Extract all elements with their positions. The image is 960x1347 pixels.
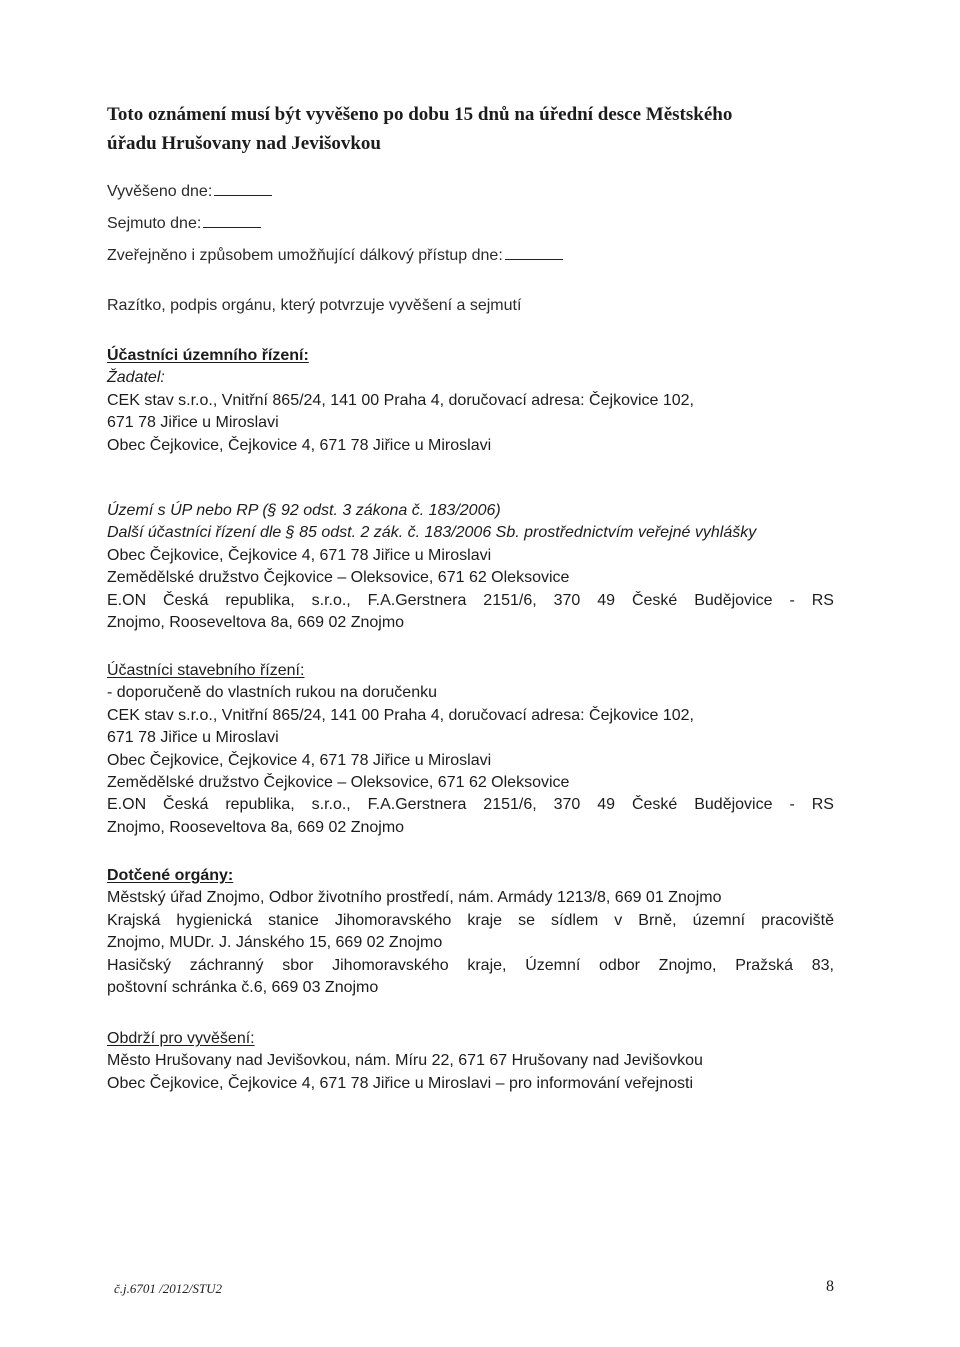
fire-word: Pražská (735, 956, 793, 974)
eon-word: E.ON (107, 591, 147, 609)
hygiene-word: Brně, (638, 911, 677, 929)
eon-word: RS (811, 796, 834, 814)
remote-blank (505, 246, 563, 260)
others-item-2: Zemědělské družstvo Čejkovice – Oleksovice, 671 62 Oleksovice (107, 569, 570, 587)
posted-label: Vyvěšeno dne: (107, 183, 213, 200)
hygiene-word: Krajská (107, 911, 161, 929)
eon-word: RS (811, 591, 834, 609)
reference-number: č.j.6701 /2012/STU2 (114, 1281, 222, 1296)
territorial-section (107, 345, 694, 457)
eon-word: republika, (225, 591, 295, 609)
hygiene-word: hygienická (176, 911, 253, 929)
fire-word: odbor (599, 956, 640, 974)
authorities-heading: Dotčené orgány: (107, 867, 234, 884)
eon-word: Budějovice (694, 591, 773, 609)
hygiene-word: se (518, 911, 535, 929)
authorities-section (107, 865, 834, 999)
fire-line-2: poštovní schránka č.6, 669 03 Znojmo (107, 979, 379, 997)
hygiene-line (107, 910, 834, 932)
territorial-eon-line-2: Znojmo, Rooseveltova 8a, 669 02 Znojmo (107, 614, 405, 632)
fire-word: sbor (282, 956, 314, 974)
area-label: Území s ÚP nebo RP (§ 92 odst. 3 zákona č. 183/2006) (107, 502, 501, 519)
eon-word: 2151/6, (483, 796, 537, 814)
hygiene-word: územní (692, 911, 746, 929)
eon-word: České (631, 796, 678, 814)
others-label: Další účastníci řízení dle § 85 odst. 2 zák. č. 183/2006 Sb. prostřednictvím veřejné vyhlášky (107, 524, 757, 542)
hygiene-word: stanice (268, 911, 319, 929)
fire-word: Hasičský (107, 956, 172, 974)
building-delivery: - doporučeně do vlastních rukou na doručenku (107, 684, 437, 702)
removed-label: Sejmuto dne: (107, 215, 202, 232)
stamp-label: Razítko, podpis orgánu, který potvrzuje vyvěšení a sejmutí (107, 297, 522, 314)
building-line-2: 671 78 Jiřice u Miroslavi (107, 729, 279, 747)
others-item-1: Obec Čejkovice, Čejkovice 4, 671 78 Jiřice u Miroslavi (107, 546, 492, 564)
territorial-heading: Účastníci územního řízení: (107, 347, 309, 364)
eon-word: s.r.o., (311, 591, 351, 609)
eon-word: 49 (597, 591, 616, 609)
fire-line (107, 955, 834, 977)
hygiene-word: v (614, 911, 623, 929)
building-line-1: CEK stav s.r.o., Vnitřní 865/24, 141 00 Praha 4, doručovací adresa: Čejkovice 102, (107, 706, 694, 724)
applicant-label: Žadatel: (107, 369, 165, 387)
notice-line-2: úřadu Hrušovany nad Jevišovkou (107, 133, 381, 154)
remote-date-field (107, 245, 563, 267)
fire-word: záchranný (189, 956, 264, 974)
hygiene-word: pracoviště (761, 911, 834, 929)
fire-word: kraje, (467, 956, 507, 974)
stamp-note (107, 295, 521, 317)
eon-word: 370 (553, 591, 581, 609)
receive-heading: Obdrží pro vyvěšení: (107, 1030, 255, 1047)
territorial-municipality: Obec Čejkovice, Čejkovice 4, 671 78 Jiřice u Miroslavi (107, 436, 492, 454)
hygiene-line-2: Znojmo, MUDr. J. Jánského 15, 669 02 Znojmo (107, 934, 443, 952)
authorities-line-1: Městský úřad Znojmo, Odbor životního prostředí, nám. Armády 1213/8, 669 01 Znojmo (107, 889, 722, 907)
hygiene-word: sídlem (551, 911, 599, 929)
fire-word: Územní (525, 956, 581, 974)
receive-line-2: Obec Čejkovice, Čejkovice 4, 671 78 Jiřice u Miroslavi – pro informování veřejnosti (107, 1074, 694, 1092)
remote-label: Zveřejněno i způsobem umožňující dálkový přístup dne: (107, 247, 503, 264)
eon-word: E.ON (107, 796, 147, 814)
eon-word: 370 (553, 796, 581, 814)
eon-word: republika, (225, 796, 295, 814)
eon-word: Česká (163, 591, 209, 609)
eon-word: F.A.Gerstnera (367, 796, 467, 814)
hygiene-word: Jihomoravského (334, 911, 452, 929)
page-number: 8 (826, 1278, 834, 1295)
eon-word: 2151/6, (483, 591, 537, 609)
fire-word: Znojmo, (658, 956, 717, 974)
building-eon-line-2: Znojmo, Rooseveltova 8a, 669 02 Znojmo (107, 818, 405, 836)
territorial-others (107, 500, 834, 634)
applicant-line-2: 671 78 Jiřice u Miroslavi (107, 414, 279, 432)
fire-word: 83, (811, 956, 834, 974)
posting-notice (107, 100, 847, 158)
applicant-line-1: CEK stav s.r.o., Vnitřní 865/24, 141 00 Praha 4, doručovací adresa: Čejkovice 102, (107, 391, 694, 409)
eon-word: Budějovice (694, 796, 773, 814)
eon-word: s.r.o., (311, 796, 351, 814)
receive-line-1: Město Hrušovany nad Jevišovkou, nám. Míru 22, 671 67 Hrušovany nad Jevišovkou (107, 1052, 703, 1070)
hygiene-word: kraje (467, 911, 503, 929)
building-heading: Účastníci stavebního řízení: (107, 662, 305, 679)
removed-date-field (107, 213, 261, 235)
building-section (107, 660, 834, 839)
eon-word: - (789, 796, 795, 814)
posted-blank (214, 182, 272, 196)
removed-blank (203, 214, 261, 228)
eon-word: České (631, 591, 678, 609)
notice-line-1: Toto oznámení musí být vyvěšeno po dobu 15 dnů na úřední desce Městského (107, 104, 733, 125)
eon-word: - (789, 591, 795, 609)
posted-date-field (107, 181, 272, 203)
eon-word: 49 (597, 796, 616, 814)
eon-word: Česká (163, 796, 209, 814)
building-eon-line (107, 794, 834, 816)
territorial-eon-line (107, 590, 834, 612)
receive-section (107, 1028, 703, 1095)
fire-word: Jihomoravského (332, 956, 449, 974)
eon-word: F.A.Gerstnera (367, 591, 467, 609)
building-line-4: Zemědělské družstvo Čejkovice – Oleksovice, 671 62 Oleksovice (107, 774, 570, 792)
building-line-3: Obec Čejkovice, Čejkovice 4, 671 78 Jiřice u Miroslavi (107, 751, 492, 769)
